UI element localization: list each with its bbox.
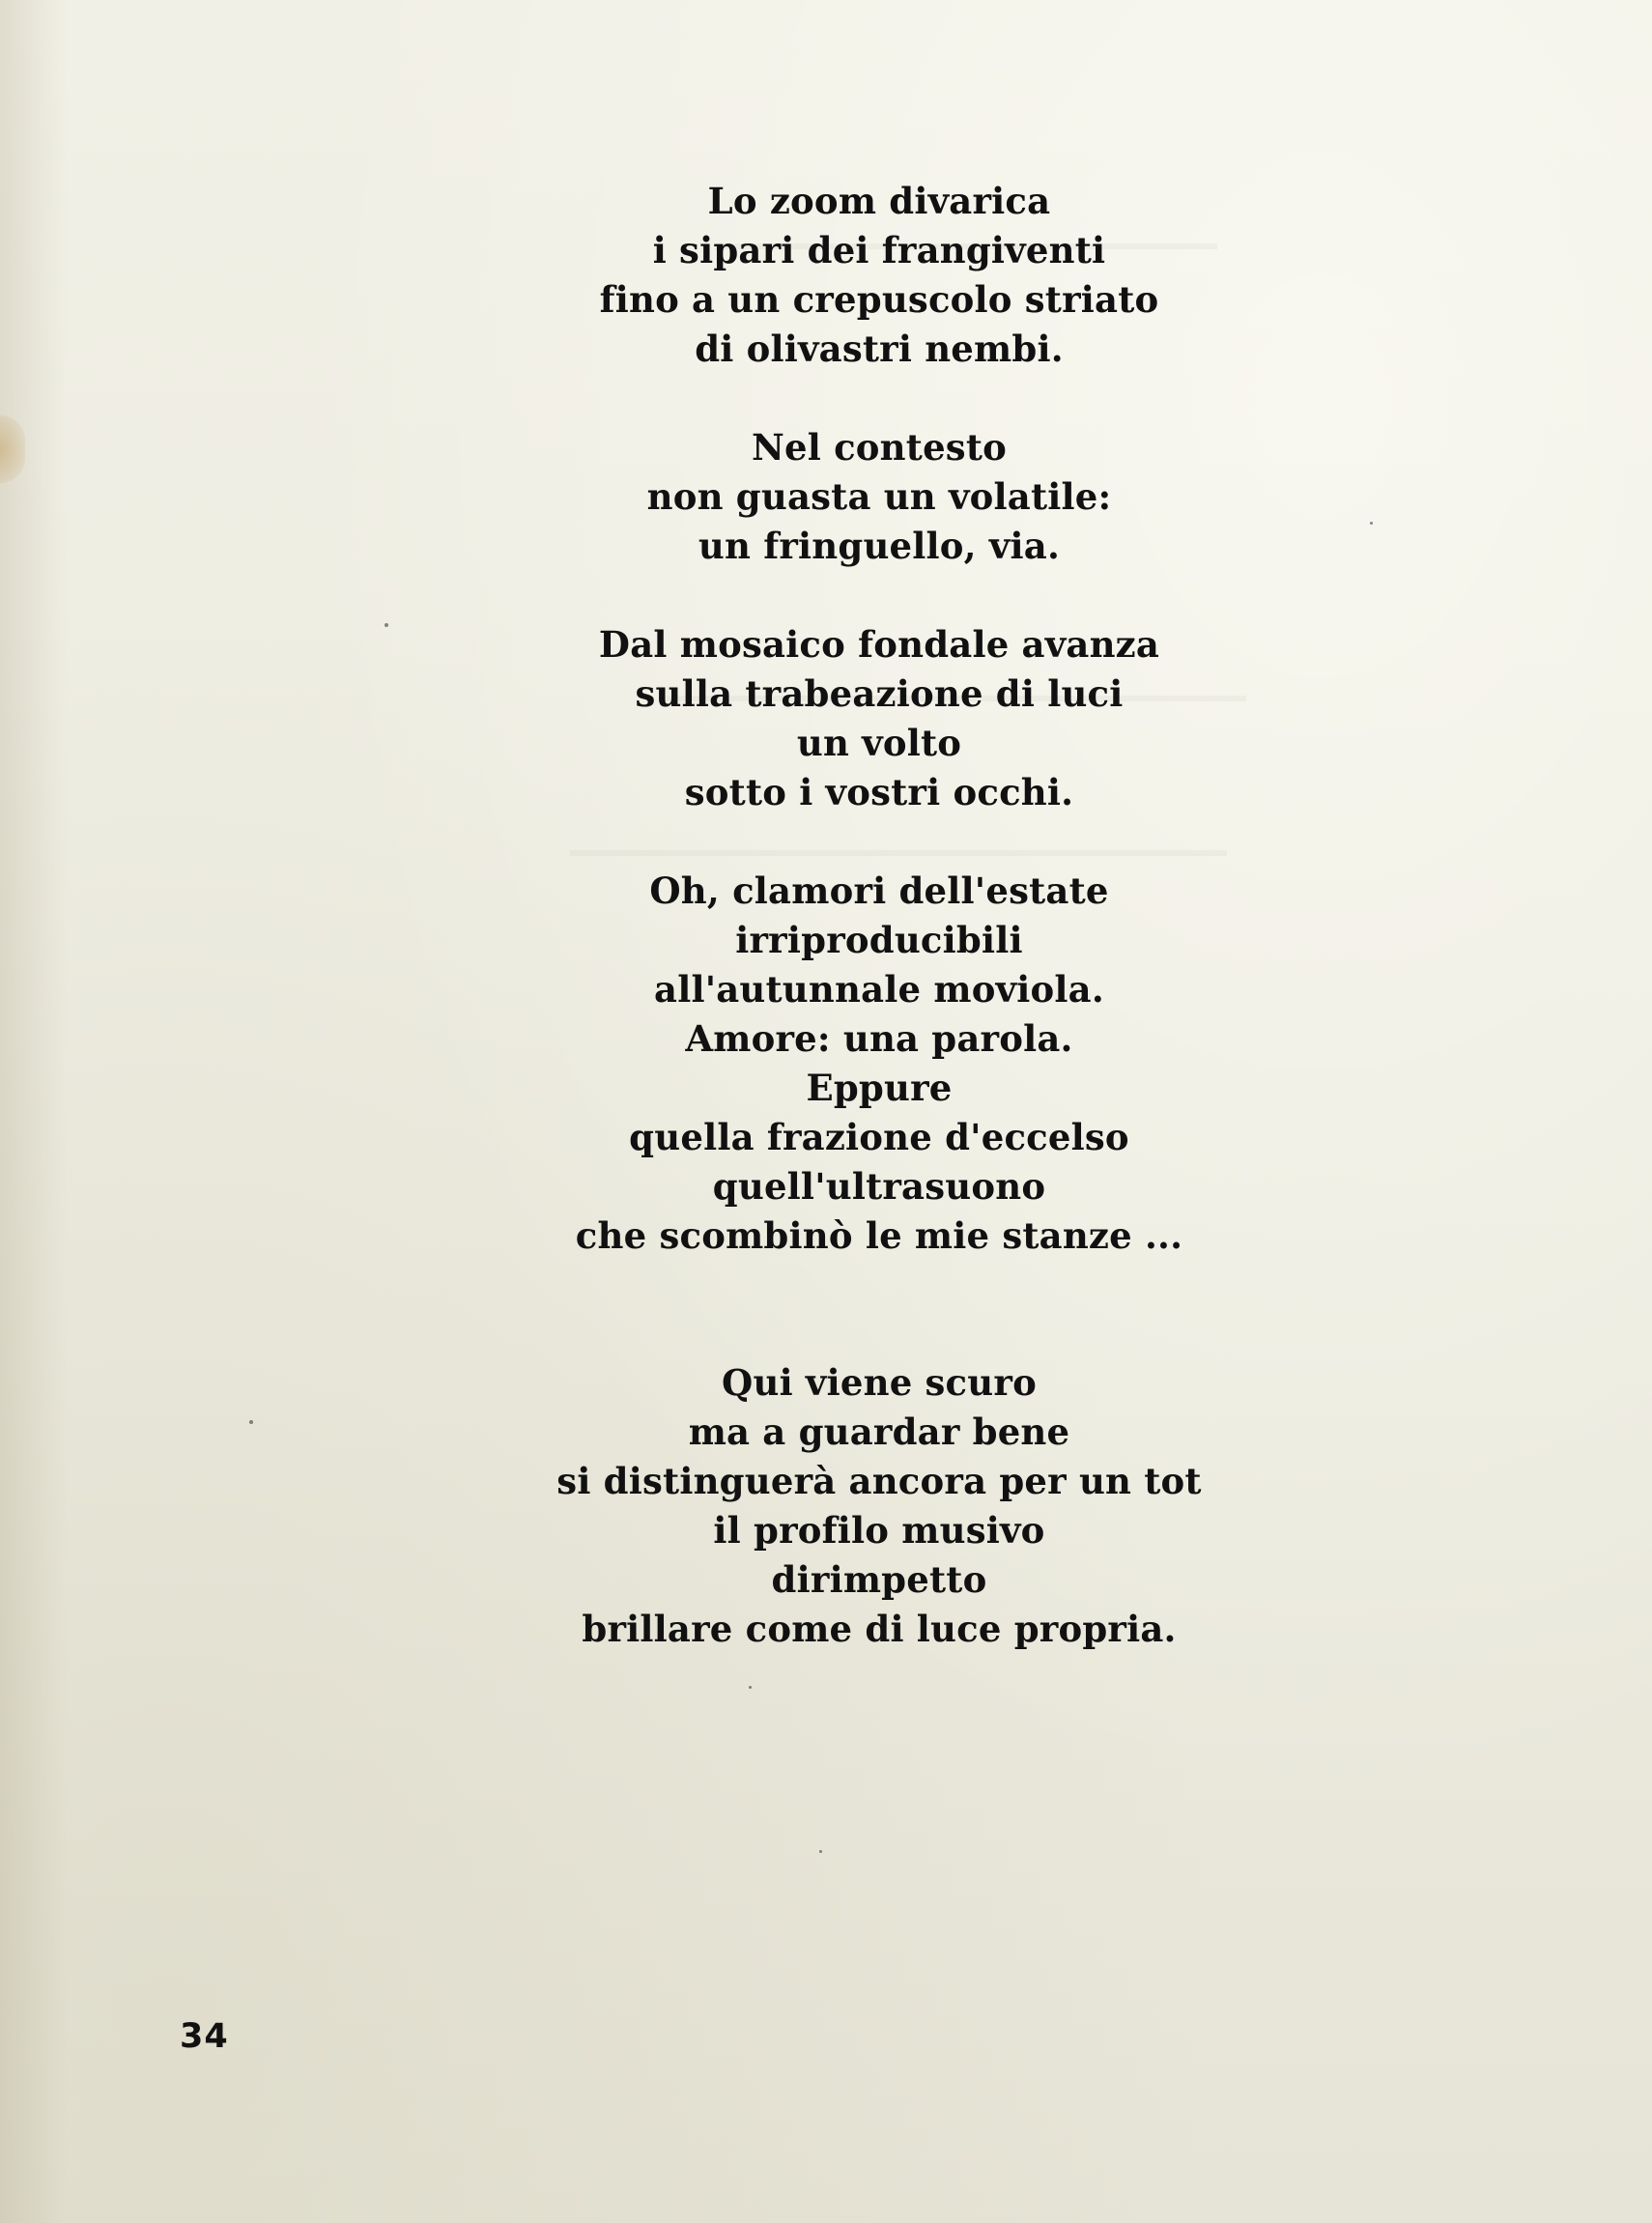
stanza-break	[512, 817, 1246, 867]
paper-speck	[749, 1686, 752, 1689]
poem-line: dirimpetto	[771, 1558, 987, 1601]
poem-line: Lo zoom divarica	[707, 180, 1051, 222]
poem-line: quell'ultrasuono	[712, 1165, 1046, 1208]
paper-speck	[385, 623, 388, 627]
poem-line: all'autunnale moviola.	[654, 968, 1104, 1011]
poem-line: un fringuello, via.	[698, 525, 1061, 567]
poem-stanza-2	[512, 423, 1246, 571]
stanza-break	[512, 374, 1246, 423]
poem-line: Qui viene scuro	[722, 1361, 1037, 1404]
poem-stanza-3	[512, 620, 1246, 817]
page-edge-shadow	[0, 0, 68, 2223]
page-number: 34	[180, 2017, 229, 2056]
stanza-break	[512, 571, 1246, 620]
poem-line: Amore: una parola.	[685, 1017, 1073, 1060]
poem-line: un volto	[796, 722, 962, 764]
poem-line: sulla trabeazione di luci	[635, 672, 1124, 715]
poem-line: quella frazione d'eccelso	[629, 1116, 1129, 1158]
poem-stanza-5	[512, 1358, 1246, 1654]
poem	[512, 177, 1246, 1654]
poem-line: di olivastri nembi.	[695, 328, 1064, 370]
poem-line: Nel contesto	[751, 426, 1008, 469]
poem-line: si distinguerà ancora per un tot	[556, 1460, 1202, 1502]
poem-line: Dal mosaico fondale avanza	[598, 623, 1160, 666]
poem-line: ma a guardar bene	[688, 1411, 1070, 1453]
poem-line: Eppure	[806, 1067, 953, 1109]
poem-line: non guasta un volatile:	[646, 475, 1112, 518]
paper-speck	[819, 1850, 822, 1853]
poem-line: sotto i vostri occhi.	[684, 771, 1074, 813]
poem-line: i sipari dei frangiventi	[652, 229, 1106, 271]
poem-line: il profilo musivo	[713, 1509, 1045, 1552]
poem-stanza-1	[512, 177, 1246, 374]
poem-line: irriproducibili	[735, 919, 1023, 961]
poem-line: Oh, clamori dell'estate	[649, 869, 1109, 912]
poem-line: fino a un crepuscolo striato	[599, 278, 1159, 321]
poem-stanza-4	[512, 867, 1246, 1261]
paper-speck	[249, 1420, 253, 1424]
poem-line: che scombinò le mie stanze ...	[575, 1214, 1183, 1257]
stanza-break	[512, 1261, 1246, 1358]
poem-line: brillare come di luce propria.	[582, 1608, 1177, 1650]
paper-speck	[1370, 522, 1373, 525]
